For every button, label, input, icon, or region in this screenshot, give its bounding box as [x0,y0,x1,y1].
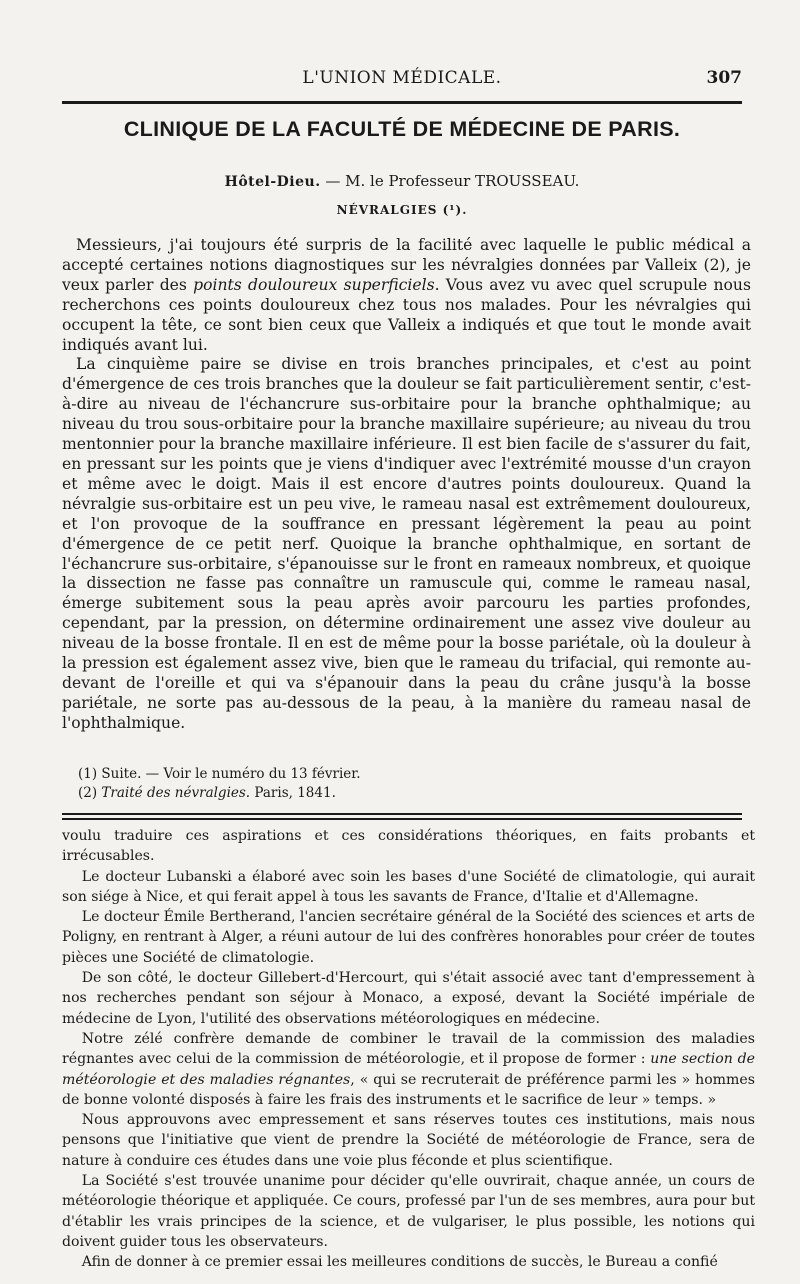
footnote-2: (2) Traité des névralgies. Paris, 1841. [78,785,336,801]
italic-phrase: une section de météorologie et des maladies régnantes [62,1051,755,1088]
article-byline [62,172,742,190]
section-rule-top [62,813,742,815]
footnotes [78,765,738,803]
running-header [62,68,742,98]
paragraph: Notre zélé confrère demande de combiner le travail de la commission des maladies régnantes avec celui de la commission de météorologie, et il propose de former : une section de météorologie et des maladies régnantes, « qui se recruterait de préférence parmi les » hommes de bonne volonté disposés à faire les frais des instruments et le sacrifice de leur » temps. » [62,1030,755,1108]
hospital-name: Hôtel-Dieu. [224,174,321,190]
section-rule-bottom [62,818,742,820]
paragraph: Le docteur Lubanski a élaboré avec soin les bases d'une Société de climatologie, qui aurait son siége à Nice, et qui ferait appel à tous les savants de France, d'Italie et d'Allemagne. [62,868,755,905]
paragraph: voulu traduire ces aspirations et ces considérations théoriques, en faits probants et irrécusables. [62,828,755,865]
paragraph: La cinquième paire se divise en trois branches principales, et c'est au point d'émergence de ces trois branches que la douleur se fait particulièrement sentir, c'est-à-dire au niveau de l'échancrure sus-orbitaire pour la branche ophthalmique; au niveau du trou sous-orbitaire pour la branche maxillaire supérieure; au niveau du trou mentonnier pour la branche maxillaire inférieure. Il est bien facile de s'assurer du fait, en pressant sur les points que je viens d'indiquer avec l'extrémité mousse d'un crayon et même avec le doigt. Mais il est encore d'autres points douloureux. Quand la névralgie sus-orbitaire est un peu vive, le rameau nasal est extrêmement douloureux, et l'on provoque de la souffrance en pressant légèrement la peau au point d'émergence de ce petit nerf. Quoique la branche ophthalmique, en sortant de l'échancrure sus-orbitaire, s'épanouisse sur le front en rameaux nombreux, et quoique la dissection ne fasse pas connaître un ramuscule qui, comme le rameau nasal, émerge subitement sous la peau après avoir parcouru les parties profondes, cependant, par la pression, on détermine ordinairement une assez vive douleur au niveau de la bosse frontale. Il en est de même pour la bosse pariétale, où la douleur à la pression est également assez vive, bien que le rameau du trifacial, qui remonte au-devant de l'oreille et qui va s'épanouir dans la peau du crâne jusqu'à la bosse pariétale, ne sorte pas au-dessous de la peau, à la manière du rameau nasal de l'ophthalmique. [62,355,751,732]
continuation-body [62,826,755,1273]
page-number: 307 [706,68,742,88]
article-body [62,236,751,734]
article-heading: CLINIQUE DE LA FACULTÉ DE MÉDECINE DE PARIS. [123,117,681,141]
paragraph: La Société s'est trouvée unanime pour décider qu'elle ouvrirait, chaque année, un cours de météorologie théorique et appliquée. Ce cours, professé par l'un de ses membres, aura pour but d'établir les vrais principes de la science, et de vulgariser, le plus possible, les notions qui doivent guider tous les observateurs. [62,1173,755,1250]
paragraph: De son côté, le docteur Gillebert-d'Hercourt, qui s'était associé avec tant d'empressement à nos recherches pendant son séjour à Monaco, a exposé, devant la Société impériale de médecine de Lyon, l'utilité des observations météorologiques en médecine. [62,970,755,1027]
header-rule [62,101,742,104]
professor-name: — M. le Professeur TROUSSEAU. [320,172,580,190]
journal-title: L'UNION MÉDICALE. [302,68,502,88]
paragraph: Afin de donner à ce premier essai les meilleures conditions de succès, le Bureau a confié [81,1254,718,1271]
paragraph: Messieurs, j'ai toujours été surpris de la facilité avec laquelle le public médical a accepté certaines notions diagnostiques sur les névralgies données par Valleix (2), je veux parler des points douloureux superficiels. Vous avez vu avec quel scrupule nous recherchons ces points douloureux chez tous nos malades. Pour les névralgies qui occupent la tête, ce sont bien ceux que Valleix a indiqués et que tout le monde avait indiqués avant lui. [62,236,751,354]
paragraph: Nous approuvons avec empressement et sans réserves toutes ces institutions, mais nous pensons que l'initiative que vient de prendre la Société de météorologie de France, sera de nature à conduire ces études dans une voie plus féconde et plus scientifique. [62,1112,755,1169]
footnote-1: (1) Suite. — Voir le numéro du 13 février. [78,766,361,782]
article-subject: NÉVRALGIES (¹). [336,203,468,217]
paragraph: Le docteur Émile Bertherand, l'ancien secrétaire général de la Société des sciences et arts de Poligny, en rentrant à Alger, a réuni autour de lui des confrères honorables pour créer de toutes pièces une Société de climatologie. [62,909,755,966]
italic-phrase: points douloureux superficiels [193,275,435,294]
